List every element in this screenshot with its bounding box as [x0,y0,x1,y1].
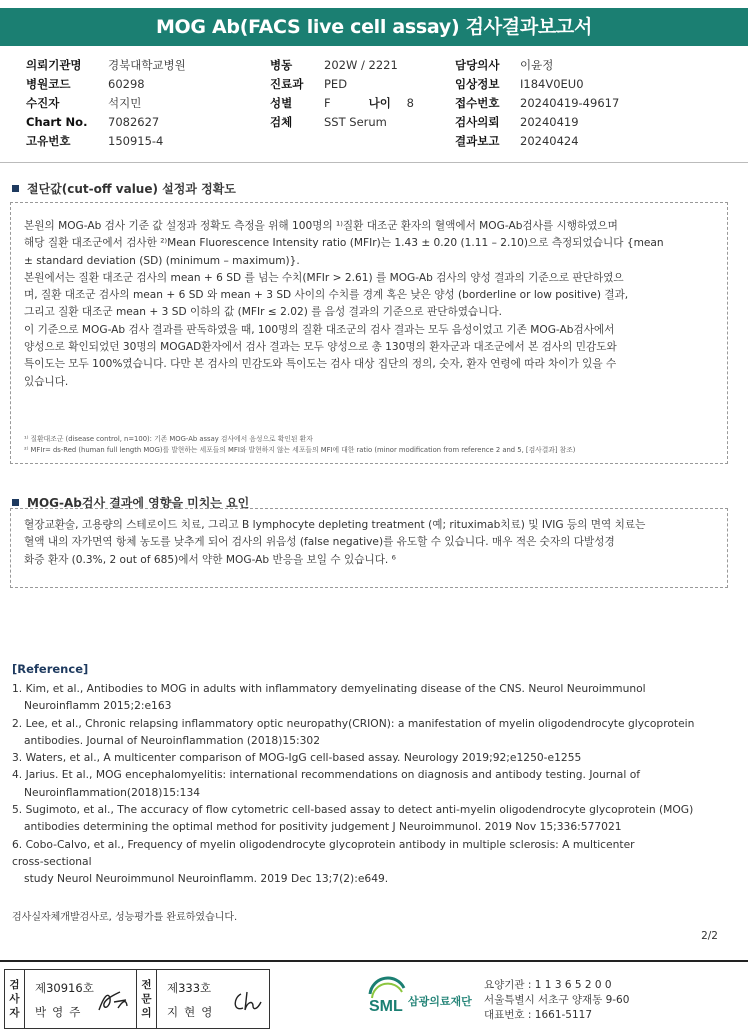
text-line: 본원의 MOG-Ab 검사 기준 값 설정과 정확도 측정을 위해 100명의 ¹⁾질환 대조군 환자의 혈액에서 MOG-Ab검사를 시행하였으며 [24,220,618,232]
divider [0,162,748,163]
info-row [26,75,186,94]
age-value: 8 [406,96,414,110]
text-line: 그리고 질환 대조군 mean + 3 SD 이하의 값 (MFIr ≤ 2.02) 를 음성 결과의 기준으로 판단하였습니다. [24,306,503,319]
foundation-name: 삼광의료재단 [408,995,472,1008]
label-char: 의 [141,1007,152,1019]
signature-icon [96,988,130,1016]
section-title-text: MOG-Ab검사 결과에 영향을 미치는 요인 [27,496,250,510]
footnote: ²⁾ MFIr= ds-Red (human full length MOG)를 발현하는 세포들의 MFI와 발현하지 않는 세포들의 MFI에 대한 ratio (minor modification from reference 2 and 5, [검사결과] 참조) [24,445,576,454]
age-label: 나이 [368,96,391,110]
info-label: Chart No. [26,115,88,129]
info-row [270,56,414,75]
info-label: 검체 [270,115,293,129]
section-title-text: 절단값(cut-off value) 설정과 정확도 [27,182,236,196]
certification-note: 검사실자체개발검사로, 성능평가를 완료하였습니다. [12,912,238,923]
info-row [26,94,186,113]
footnote: ¹⁾ 질환대조군 (disease control, n=100): 기존 MOG-Ab assay 검사에서 음성으로 확인된 환자 [24,435,313,443]
text-line: 며, 질환 대조군 검사의 mean + 6 SD 와 mean + 3 SD 사이의 수치를 경계 혹은 낮은 양성 (borderline or low positive) 결과, [24,289,629,302]
info-column-2 [270,56,414,132]
info-row [270,75,414,94]
reference-item [12,715,732,750]
info-row [455,132,619,151]
info-label: 병동 [270,58,293,72]
patient-info [0,56,748,152]
signature-box [4,969,270,1029]
section-marker-icon [12,499,19,506]
ref-line: 5. Sugimoto, et al., The accuracy of flow cytometric cell-based assay to detect anti-myelin oligodendrocyte glycoprotein (MOG) [12,803,694,817]
report-title: MOG Ab(FACS live cell assay) 검사결과보고서 [0,8,748,46]
info-row [455,94,619,113]
label-char: 문 [141,993,152,1005]
specialist-label [137,970,157,1028]
reference-item [12,749,732,766]
info-value: 석지민 [108,96,142,110]
info-label: 수진자 [26,96,60,110]
label-char: 검 [9,979,20,991]
info-column-1 [26,56,186,151]
text-line: 양성으로 확인되었던 30명의 MOGAD환자에서 검사 결과는 모두 양성으로 총 130명의 환자군과 대조군에서 본 검사의 민감도와 [24,341,617,354]
info-row [270,94,414,113]
info-value: 20240419-49617 [520,96,620,110]
info-label: 검사의뢰 [455,115,500,129]
ref-line: antibodies. Journal of Neuroinflammation (2018)15:302 [24,733,320,747]
ref-line: Neuroinflammation(2018)15:134 [24,785,201,799]
info-label: 담당의사 [455,58,500,72]
section-cutoff-title [12,180,236,197]
reference-item [12,836,732,888]
info-label: 결과보고 [455,134,500,148]
info-row [455,75,619,94]
info-row [26,132,186,151]
info-row [26,113,186,132]
label-char: 전 [141,979,152,991]
info-column-3 [455,56,619,151]
section-marker-icon [12,185,19,192]
info-label: 병원코드 [26,77,71,91]
info-row [455,113,619,132]
text-line: ± standard deviation (SD) (minimum – maximum)}. [24,254,300,267]
signature-icon [229,988,263,1016]
org-line: 요양기관 : 1 1 3 6 5 2 0 0 [484,979,612,991]
org-line: 대표번호 : 1661-5117 [484,1009,593,1021]
info-value: 202W / 2221 [324,58,398,72]
info-label: 고유번호 [26,134,71,148]
info-value: 150915-4 [108,134,164,148]
text-line: 본원에서는 질환 대조군 검사의 mean + 6 SD 를 넘는 수치(MFIr > 2.61) 를 MOG-Ab 검사의 양성 결과의 기준으로 판단하였으 [24,271,624,284]
org-line: 서울특별시 서초구 양재동 9-60 [484,994,630,1006]
factors-paragraph [24,517,720,569]
info-value: 20240419 [520,115,579,129]
footer [0,960,748,1033]
license-number: 제333호 [167,981,212,995]
info-label: 접수번호 [455,96,500,110]
text-line: 있습니다. [24,375,69,388]
examiner-signature [25,970,137,1028]
reference-list [12,680,732,888]
ref-line: Neuroinflamm 2015;2:e163 [24,699,172,713]
ref-line: study Neurol Neuroimmunol Neuroinflamm. 2019 Dec 13;7(2):e649. [24,872,389,886]
examiner-label [5,970,25,1028]
text-line: 혈장교환술, 고용량의 스테로이드 치료, 그리고 B lymphocyte depleting treatment (예; rituximab치료) 및 IVIG 등의 면역 치료는 [24,519,646,531]
text-line: 해당 질환 대조군에서 검사한 ²⁾Mean Fluorescence Intensity ratio (MFIr)는 1.43 ± 0.20 (1.11 – 2.10)으로 측정되었습니다 {mean [24,237,664,250]
text-line: 특이도는 모두 100%였습니다. 다만 본 검사의 민감도와 특이도는 검사 대상 집단의 정의, 숫자, 환자 연령에 따라 차이가 있을 수 [24,358,617,371]
reference-item [12,766,732,801]
info-label: 진료과 [270,77,304,91]
info-value: 이윤정 [520,58,554,72]
info-value: PED [324,77,348,91]
text-line: 이 기준으로 MOG-Ab 검사 결과를 판독하였을 때, 100명의 질환 대조군의 검사 결과는 모두 음성이었고 기존 MOG-Ab검사에서 [24,323,615,336]
info-row [455,56,619,75]
info-value: 경북대학교병원 [108,58,186,72]
reference-title: [Reference] [12,662,89,676]
organization-info [484,978,629,1023]
info-value: 60298 [108,77,145,91]
ref-line: 6. Cobo-Calvo, et al., Frequency of myelin oligodendrocyte glycoprotein antibody in multiple sclerosis: A multicenter [12,837,635,851]
info-value: 7082627 [108,115,160,129]
license-number: 제30916호 [35,981,94,995]
info-value: F [324,96,331,110]
ref-line: 2. Lee, et al., Chronic relapsing inflammatory optic neuropathy(CRION): a manifestation of myelin oligodendrocyte glycoprotein [12,716,695,730]
signer-name: 박영주 [35,1005,87,1019]
specialist-signature [157,970,269,1028]
info-row [270,113,414,132]
ref-line: cross-sectional [12,854,92,868]
ref-line: 4. Jarius. Et al., MOG encephalomyelitis: international recommendations on diagnosis and antibody testing. Journal of [12,768,640,782]
info-value: SST Serum [324,115,387,129]
reference-item [12,801,732,836]
info-value: 20240424 [520,134,579,148]
text-line: 혈액 내의 자가면역 항체 농도를 낮추게 되어 검사의 위음성 (false negative)를 유도할 수 있습니다. 매우 적은 숫자의 다발성경 [24,536,615,549]
info-label: 성별 [270,96,293,110]
info-label: 임상정보 [455,77,500,91]
info-label: 의뢰기관명 [26,58,82,72]
page-number: 2/2 [701,930,718,942]
signer-name: 지현영 [167,1005,219,1019]
ref-line: antibodies determining the optimal method for positivity judgement J Neuroimmunol. 2019 Nov 15;336:577021 [24,820,622,834]
info-row [26,56,186,75]
cutoff-paragraph [24,218,720,391]
ref-line: 1. Kim, et al., Antibodies to MOG in adults with inflammatory demyelinating disease of the CNS. Neurol Neuroimmunol [12,682,646,695]
logo-mark-text: SML [369,998,403,1015]
text-line: 화증 환자 (0.3%, 2 out of 685)에서 약한 MOG-Ab 반응을 보일 수 있습니다. ⁶ [24,553,396,566]
label-char: 자 [9,1007,20,1019]
reference-item [12,680,732,715]
info-value: I184V0EU0 [520,77,584,91]
ref-line: 3. Waters, et al., A multicenter comparison of MOG-IgG cell-based assay. Neurology 2019;92;e1250-e1255 [12,751,582,765]
label-char: 사 [9,993,20,1005]
footnotes [24,434,724,455]
